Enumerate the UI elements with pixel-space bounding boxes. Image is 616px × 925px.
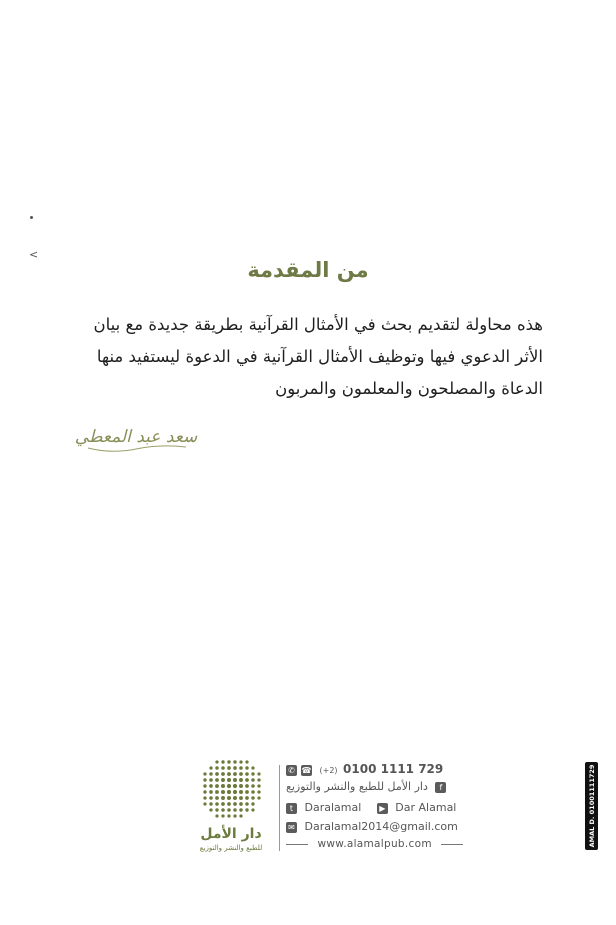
phone-icon: ☎: [301, 765, 312, 775]
logo-dot: [257, 784, 260, 787]
logo-dot: [209, 766, 212, 769]
logo-dot: [209, 772, 212, 775]
logo-dot: [209, 790, 213, 794]
logo-dot: [209, 778, 213, 782]
logo-dot: [245, 808, 248, 811]
logo-dot: [215, 802, 219, 806]
logo-dot: [257, 790, 260, 793]
logo-dot: [227, 790, 231, 794]
logo-dot: [251, 790, 255, 794]
logo-dot: [251, 808, 254, 811]
logo-dot: [209, 808, 212, 811]
logo-dot: [245, 772, 249, 776]
logo-dot: [215, 778, 219, 782]
side-label-strip: [585, 762, 598, 850]
logo-dot: [251, 772, 254, 775]
logo-dot: [221, 790, 225, 794]
intro-line: الأثر الدعوي فيها وتوظيف الأمثال القرآنية في الدعوة ليستفيد منها: [96, 347, 543, 366]
logo-dot: [245, 778, 249, 782]
email-icon: ✉: [286, 822, 297, 833]
author-signature: [74, 418, 198, 458]
intro-line: هذه محاولة لتقديم بحث في الأمثال القرآنية بطريقة جديدة مع بيان: [93, 315, 543, 334]
intro-title: من المقدمة: [247, 258, 369, 282]
intro-line: الدعاة والمصلحون والمعلمون والمربون: [275, 379, 543, 398]
logo-dot: [203, 772, 206, 775]
logo-dot: [203, 796, 206, 799]
whatsapp-icon: ✆: [286, 765, 297, 776]
side-label: AMAL D. 01001111729: [588, 764, 596, 848]
logo-dot: [233, 772, 237, 776]
logo-dot: [233, 790, 237, 794]
logo-dot: [209, 796, 213, 800]
logo-dot: [257, 796, 260, 799]
logo-dot: [221, 784, 225, 788]
signature-text: سعد عبد المعطي: [74, 427, 198, 447]
logo-dot: [257, 778, 260, 781]
footer-divider: [279, 765, 280, 851]
logo-dot: [239, 814, 242, 817]
logo-dot: [227, 814, 230, 817]
logo-dot: [203, 784, 206, 787]
logo-dot: [227, 796, 231, 800]
logo-dot: [239, 808, 242, 811]
logo-dot: [251, 778, 255, 782]
logo-dot: [233, 796, 237, 800]
logo-dot: [221, 778, 225, 782]
website-rule-right: [441, 844, 463, 845]
logo-dot: [233, 802, 237, 806]
logo-dot: [215, 784, 219, 788]
logo-dot: [239, 790, 243, 794]
logo-dot: [227, 766, 231, 770]
logo-dot: [257, 772, 260, 775]
logo-dot: [239, 796, 243, 800]
logo-dot: [215, 766, 218, 769]
logo-dot: [227, 802, 231, 806]
logo-dot: [239, 760, 242, 763]
page-mark-dot: [30, 216, 33, 219]
logo-dot: [215, 790, 219, 794]
logo-dot: [239, 778, 243, 782]
logo-dot: [215, 808, 218, 811]
logo-dot: [221, 766, 225, 770]
logo-dot: [233, 784, 237, 788]
logo-dot: [203, 802, 206, 805]
logo-dot: [245, 766, 248, 769]
logo-dot: [233, 778, 237, 782]
logo-dot: [233, 814, 236, 817]
logo-dot: [233, 808, 237, 812]
page-mark-chevron: <: [29, 248, 39, 261]
logo-dot: [251, 796, 254, 799]
logo-dot: [227, 808, 231, 812]
email-row: [286, 820, 458, 833]
phone-row: [286, 762, 443, 776]
logo-dot: [239, 802, 243, 806]
phone-number[interactable]: 0100 1111 729: [343, 762, 444, 776]
logo-dot: [245, 802, 249, 806]
logo-dot: [239, 772, 243, 776]
website-link[interactable]: www.alamalpub.com: [317, 838, 432, 850]
logo-dot: [221, 814, 224, 817]
facebook-row: [286, 780, 446, 793]
website-rule-left: [286, 844, 308, 845]
logo-dot: [245, 760, 248, 763]
logo-dot: [227, 772, 231, 776]
phone-prefix: (+2): [319, 766, 338, 775]
logo-dot: [245, 796, 249, 800]
logo-dot: [221, 808, 225, 812]
youtube-icon: ▶: [377, 803, 388, 814]
logo-dot: [233, 760, 236, 763]
logo-dot: [227, 784, 231, 788]
logo-dot: [227, 778, 231, 782]
logo-dot: [221, 760, 224, 763]
logo-dot: [251, 766, 254, 769]
logo-tagline: للطبع والنشر والتوزيع: [199, 844, 263, 852]
logo-dot: [239, 766, 243, 770]
logo-dot: [209, 784, 213, 788]
logo-dot: [221, 796, 225, 800]
logo-dot: [227, 760, 230, 763]
logo-dot: [221, 772, 225, 776]
logo-name: دار الأمل: [200, 826, 262, 842]
facebook-icon: f: [435, 782, 446, 793]
youtube-channel[interactable]: Dar Alamal: [395, 801, 457, 814]
logo-dot: [209, 802, 212, 805]
facebook-name[interactable]: دار الأمل للطبع والنشر والتوزيع: [286, 780, 428, 793]
logo-dot: [233, 766, 237, 770]
logo-dot: [215, 760, 218, 763]
logo-dots-icon: [193, 755, 269, 823]
twitter-handle[interactable]: Daralamal: [304, 801, 362, 814]
logo-dot: [239, 784, 243, 788]
logo-dot: [245, 784, 249, 788]
social-row: [286, 801, 456, 814]
logo-dot: [221, 802, 225, 806]
logo-dot: [203, 778, 206, 781]
intro-body: [56, 309, 543, 405]
email-address[interactable]: Daralamal2014@gmail.com: [304, 820, 458, 833]
logo-dot: [251, 802, 254, 805]
logo-dot: [215, 772, 219, 776]
logo-dot: [251, 784, 255, 788]
logo-dot: [215, 796, 219, 800]
twitter-icon: t: [286, 803, 297, 814]
logo-dot: [215, 814, 218, 817]
logo-dot: [245, 790, 249, 794]
logo-dot: [203, 790, 206, 793]
website-row: [286, 837, 463, 850]
publisher-logo: [193, 755, 269, 855]
